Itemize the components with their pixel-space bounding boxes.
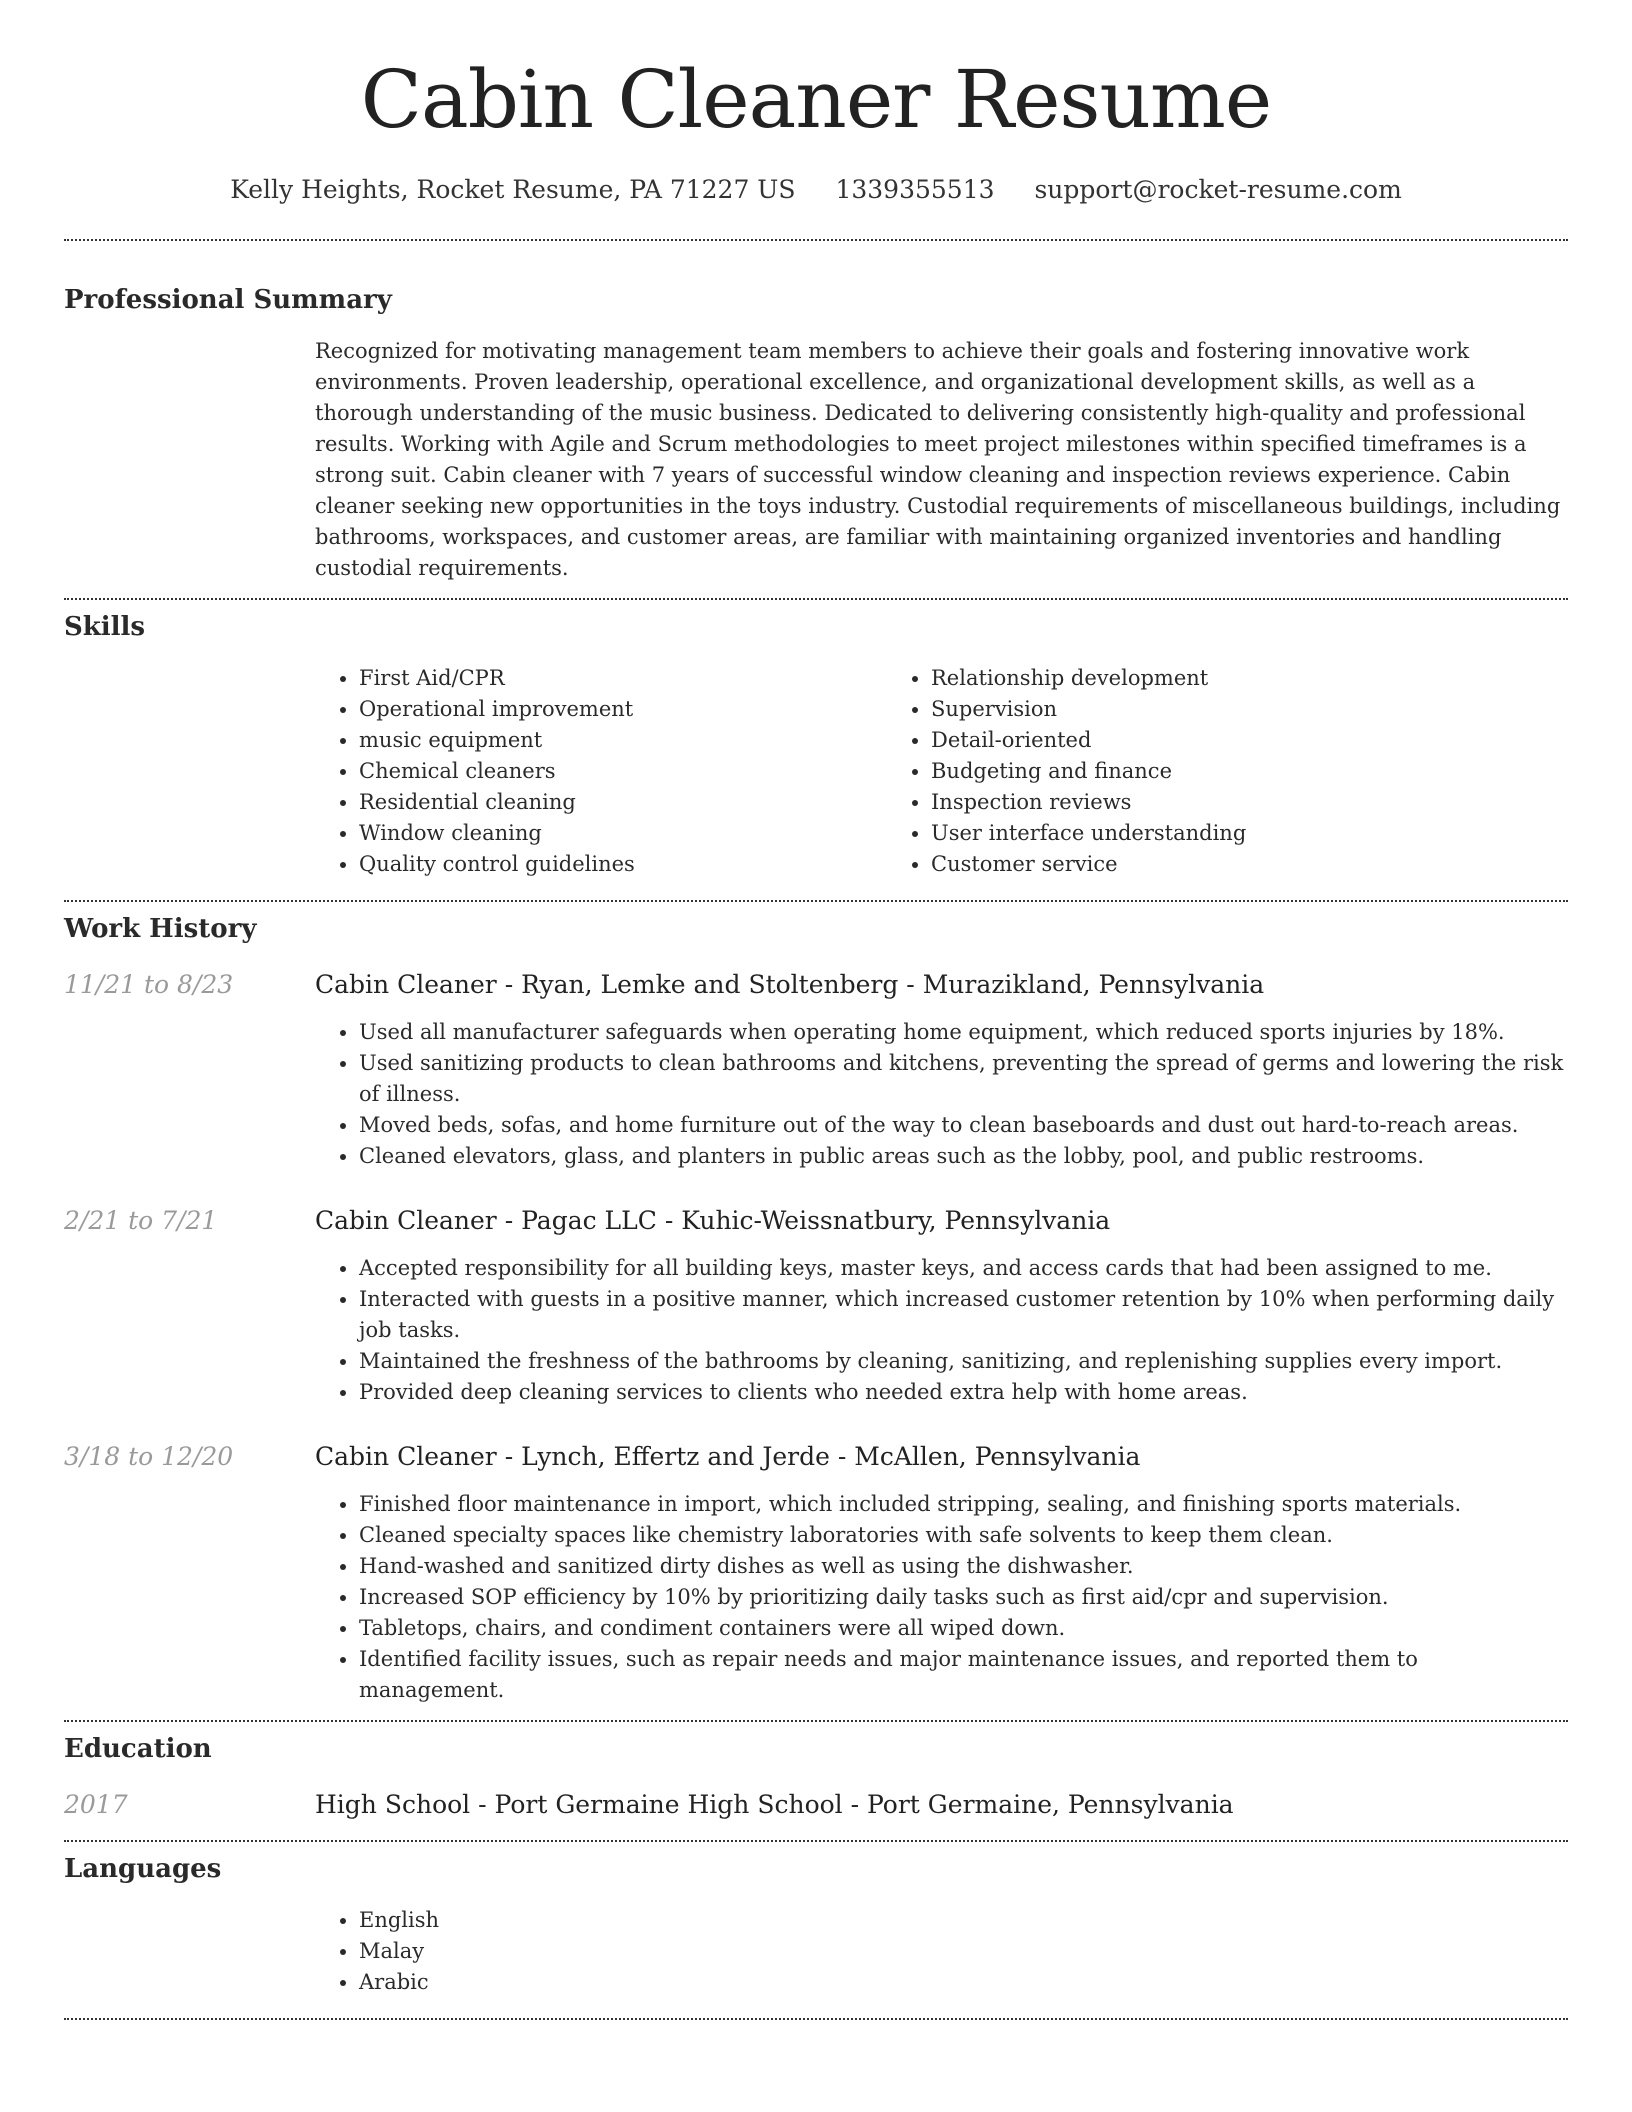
work-heading: Work History (64, 914, 257, 944)
job-bullet: • Provided deep cleaning services to clients who needed extra help with home areas. (359, 1377, 1568, 1408)
section-languages (64, 1842, 1568, 1998)
job-bullet: • Cleaned elevators, glass, and planters in public areas such as the lobby, pool, and public restrooms. (359, 1141, 1568, 1172)
skills-columns (315, 663, 1568, 880)
job-bullets (315, 1253, 1568, 1408)
skill-item: • Budgeting and finance (931, 756, 1459, 787)
skill-item: • Quality control guidelines (359, 849, 887, 880)
skill-item: • Supervision (931, 694, 1459, 725)
resume-title: Cabin Cleaner Resume (360, 53, 1272, 146)
language-item: • English (359, 1905, 1568, 1936)
job-bullet: • Interacted with guests in a positive manner, which increased customer retention by 10% when performing daily job tasks. (359, 1284, 1568, 1346)
job-header (64, 1440, 1568, 1474)
education-entry (64, 1788, 1568, 1822)
language-item: • Arabic (359, 1967, 1568, 1998)
education-year: 2017 (64, 1790, 128, 1819)
skill-item: • music equipment (359, 725, 887, 756)
job-bullet: • Accepted responsibility for all building keys, master keys, and access cards that had been assigned to me. (359, 1253, 1568, 1284)
skill-item: • Inspection reviews (931, 787, 1459, 818)
job-bullet: • Finished floor maintenance in import, which included stripping, sealing, and finishing sports materials. (359, 1489, 1568, 1520)
skill-item: • User interface understanding (931, 818, 1459, 849)
job-bullet: • Hand-washed and sanitized dirty dishes as well as using the dishwasher. (359, 1551, 1568, 1582)
summary-content (315, 336, 1568, 584)
job-bullet: • Tabletops, chairs, and condiment containers were all wiped down. (359, 1613, 1568, 1644)
job-dates: 11/21 to 8/23 (64, 970, 234, 999)
job-bullet: • Cleaned specialty spaces like chemistry laboratories with safe solvents to keep them clean. (359, 1520, 1568, 1551)
skill-item: • Relationship development (931, 663, 1459, 694)
job-header (64, 1204, 1568, 1238)
job-bullet: • Increased SOP efficiency by 10% by prioritizing daily tasks such as first aid/cpr and supervision. (359, 1582, 1568, 1613)
languages-heading: Languages (64, 1854, 222, 1884)
languages-list (315, 1905, 1568, 1998)
section-skills (64, 600, 1568, 880)
divider-languages (64, 2018, 1568, 2020)
job-bullet: • Used all manufacturer safeguards when operating home equipment, which reduced sports injuries by 18%. (359, 1017, 1568, 1048)
education-heading: Education (64, 1734, 212, 1764)
skill-item: • First Aid/CPR (359, 663, 887, 694)
skill-item: • Detail-oriented (931, 725, 1459, 756)
job-bullet: • Identified facility issues, such as repair needs and major maintenance issues, and reported them to management. (359, 1644, 1568, 1706)
summary-text: Recognized for motivating management team members to achieve their goals and fostering innovative work environments. Proven leadership, operational excellence, and organizational development skills, as well as a thorough understanding of the music business. Dedicated to delivering consistently high-quality and professional results. Working with Agile and Scrum methodologies to meet project milestones within specified timeframes is a strong suit. Cabin cleaner with 7 years of successful window cleaning and inspection reviews experience. Cabin cleaner seeking new opportunities in the toys industry. Custodial requirements of miscellaneous buildings, including bathrooms, workspaces, and customer areas, are familiar with maintaining organized inventories and handling custodial requirements. (315, 339, 1561, 580)
job-bullet: • Moved beds, sofas, and home furniture out of the way to clean baseboards and dust out hard-to-reach areas. (359, 1110, 1568, 1141)
contact-address: Kelly Heights, Rocket Resume, PA 71227 US (230, 175, 796, 204)
job-bullet: • Used sanitizing products to clean bathrooms and kitchens, preventing the spread of germs and lowering the risk of illness. (359, 1048, 1568, 1110)
job-title: Cabin Cleaner - Lynch, Effertz and Jerde - McAllen, Pennsylvania (315, 1442, 1141, 1471)
skills-list-right (887, 663, 1459, 880)
contact-email: support@rocket-resume.com (1034, 175, 1402, 204)
skill-item: • Window cleaning (359, 818, 887, 849)
skills-list-left (315, 663, 887, 880)
languages-content (315, 1905, 1568, 1998)
job-entry (64, 1204, 1568, 1408)
job-title: Cabin Cleaner - Pagac LLC - Kuhic-Weissnatbury, Pennsylvania (315, 1206, 1111, 1235)
skill-item: • Operational improvement (359, 694, 887, 725)
summary-heading: Professional Summary (64, 285, 392, 315)
job-bullet: • Maintained the freshness of the bathrooms by cleaning, sanitizing, and replenishing supplies every import. (359, 1346, 1568, 1377)
skill-item: • Residential cleaning (359, 787, 887, 818)
contact-line (64, 174, 1568, 206)
job-entry (64, 968, 1568, 1172)
job-bullets (315, 1489, 1568, 1706)
education-school: High School - Port Germaine High School - Port Germaine, Pennsylvania (315, 1790, 1234, 1819)
skill-item: • Chemical cleaners (359, 756, 887, 787)
contact-phone: 1339355513 (835, 175, 995, 204)
section-summary (64, 241, 1568, 584)
language-item: • Malay (359, 1936, 1568, 1967)
job-dates: 2/21 to 7/21 (64, 1206, 218, 1235)
job-bullets (315, 1017, 1568, 1172)
skill-item: • Customer service (931, 849, 1459, 880)
section-work-history (64, 902, 1568, 1706)
job-dates: 3/18 to 12/20 (64, 1442, 234, 1471)
job-entry (64, 1440, 1568, 1706)
job-header (64, 968, 1568, 1002)
section-education (64, 1722, 1568, 1822)
skills-heading: Skills (64, 612, 146, 642)
job-title: Cabin Cleaner - Ryan, Lemke and Stoltenberg - Murazikland, Pennsylvania (315, 970, 1265, 999)
